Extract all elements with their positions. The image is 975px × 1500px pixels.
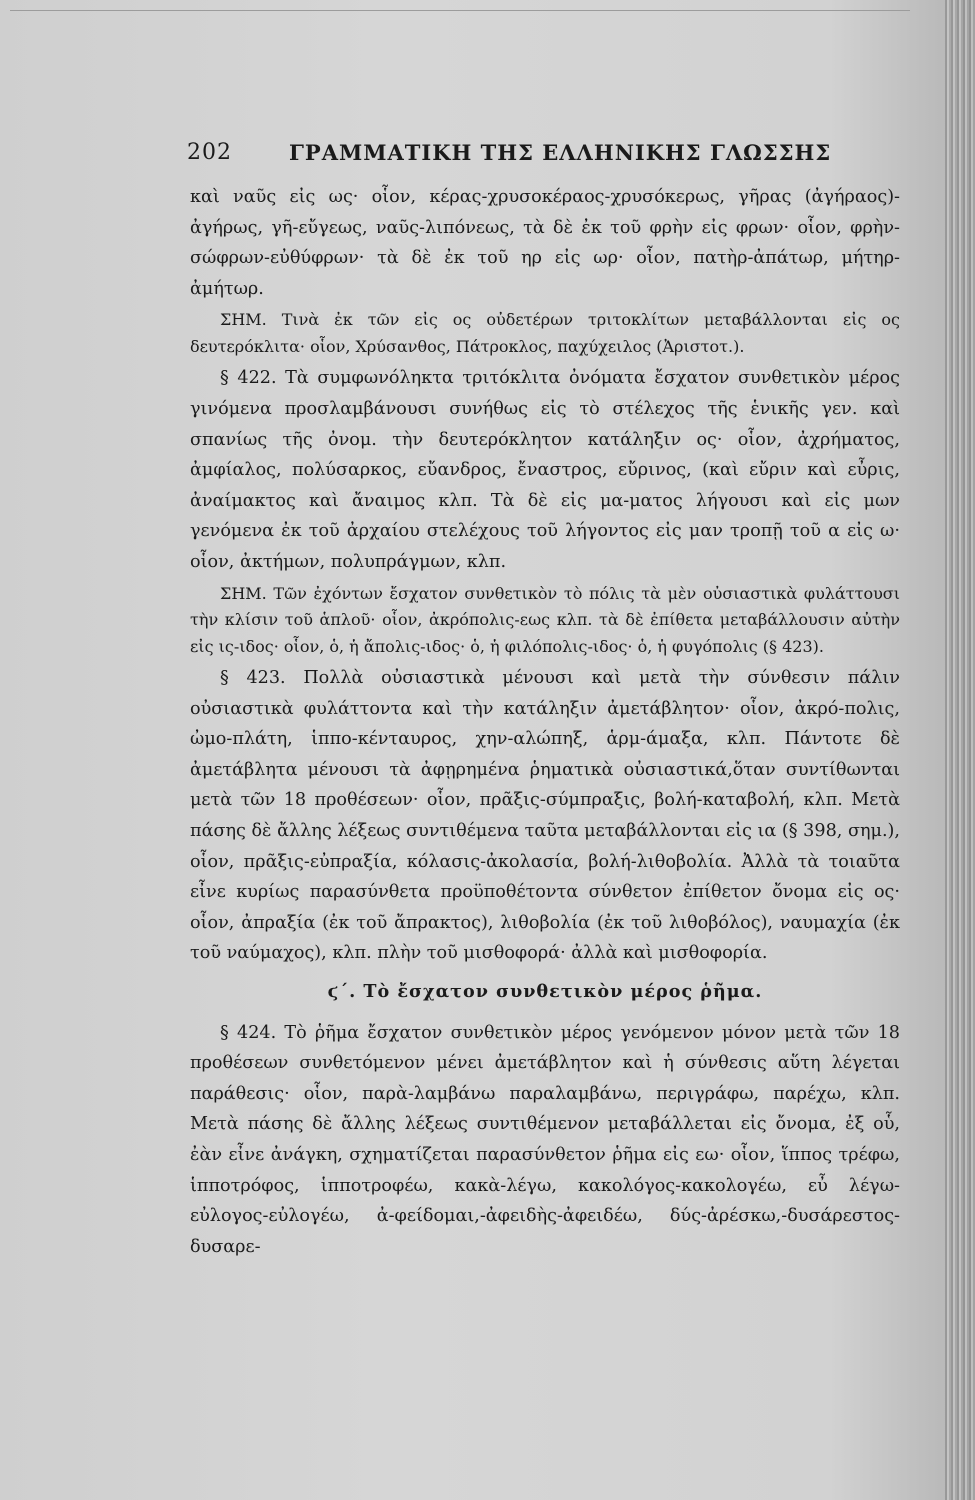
section-424-paragraph: § 424. Τὸ ῥῆμα ἔσχατον συνθετικὸν μέρος γενόμενον μόνον μετὰ τῶν 18 προθέσεων συνθετόμενον μένει ἀμετάβλητον καὶ ἡ σύνθεσις αὕτη λέγεται παράθεσις· οἷον, παρὰ-λαμβάνω παραλαμβάνω, περιγράφω, παρέχω, κλπ. Μετὰ πάσης δὲ ἄλλης λέξεως συντιθέμενον μεταβάλλεται εἰς ὄνομα, ἐξ οὗ, ἐὰν εἶνε ἀνάγκη, σχηματίζεται παρασύνθετον ῥῆμα εἰς εω· οἷον, ἵππος τρέφω, ἱπποτρόφος, ἱπποτροφέω, κακὰ-λέγω, κακολόγος-κακολογέω, εὖ λέγω-εὐλογος-εὐλογέω, ἀ-φείδομαι,-ἀφειδὴς-ἀφειδέω, δύς-ἀρέσκω,-δυσάρεστος-δυσαρε-	[190, 1022, 900, 1257]
page-number: 202	[187, 140, 232, 165]
section-423-paragraph: § 423. Πολλὰ οὐσιαστικὰ μένουσι καὶ μετὰ τὴν σύνθεσιν πάλιν οὐσιαστικὰ φυλάττοντα καὶ τὴν κατάληξιν ἀμετάβλητον· οἷον, ἀκρό-πολις, ὠμο-πλάτη, ἱππο-κένταυρος, χην-αλώπηξ, ἁρμ-άμαξα, κλπ. Πάντοτε δὲ ἀμετάβλητα μένουσι τὰ ἀφῃρημένα ῥηματικὰ οὐσιαστικά,ὅταν συντίθωνται μετὰ τῶν 18 προθέσεων· οἷον, πρᾶξις-σύμπραξις, βολή-καταβολή, κλπ. Μετὰ πάσης δὲ ἄλλης λέξεως συντιθέμενα ταῦτα μεταβάλλονται εἰς ια (§ 398, σημ.), οἷον, πρᾶξις-εὐπραξία, κόλασις-ἀκολασία, βολή-λιθοβολία. Ἀλλὰ τὰ τοιαῦτα εἶνε κυρίως παρασύνθετα προϋποθέτοντα σύνθετον ἐπίθετον ὄνομα εἰς ος· οἷον, ἀπραξία (ἐκ τοῦ ἄπρακτος), λιθοβολία (ἐκ τοῦ λιθοβόλος), ναυμαχία (ἐκ τοῦ ναύμαχος), κλπ. πλὴν τοῦ μισθοφορά· ἀλλὰ καὶ μισθοφορία.	[190, 668, 900, 964]
page-edge-line	[10, 10, 910, 11]
binding-edge	[945, 0, 975, 1500]
running-header	[187, 140, 907, 174]
section-422-paragraph: § 422. Τὰ συμφωνόληκτα τριτόκλιτα ὀνόματα ἔσχατον συνθετικὸν μέρος γινόμενα προσλαμβάνουσι συνήθως εἰς τὸ στέλεχος τῆς ἑνικῆς γεν. καὶ σπανίως τῆς ὀνομ. τὴν δευτερόκλητον κατάληξιν ος· οἷον, ἀχρήματος, ἀμφίαλος, πολύσαρκος, εὔανδρος, ἔναστρος, εὔρινος, (καὶ εὔριν καὶ εὖρις, ἀναίμακτος καὶ ἄναιμος κλπ. Τὰ δὲ εἰς μα-ματος λήγουσι καὶ εἰς μων γενόμενα ἐκ τοῦ ἀρχαίου στελέχους τοῦ λήγοντος εἰς μαν τροπῇ τοῦ α εἰς ω· οἷον, ἀκτήμων, πολυπράγμων, κλπ.	[190, 368, 900, 572]
section-heading: ϛ΄. Τὸ ἔσχατον συνθετικὸν μέρος ῥῆμα.	[327, 980, 763, 1002]
body-text	[190, 182, 900, 1262]
running-title: ΓΡΑΜΜΑΤΙΚΗ ΤΗΣ ΕΛΛΗΝΙΚΗΣ ΓΛΩΣΣΗΣ	[289, 140, 832, 165]
paragraph-continuation: καὶ ναῦς εἰς ως· οἷον, κέρας-χρυσοκέραος-χρυσόκερως, γῆρας (ἀγήραος)-ἀγήρως, γῆ-εὔγεως, ναῦς-λιπόνεως, τὰ δὲ ἐκ τοῦ φρὴν εἰς φρων· οἷον, φρὴν-σώφρων-εὐθύφρων· τὰ δὲ ἐκ τοῦ ηρ εἰς ωρ· οἷον, πατὴρ-ἀπάτωρ, μήτηρ-ἀμήτωρ.	[190, 187, 900, 299]
note-paragraph: ΣΗΜ. Τῶν ἐχόντων ἔσχατον συνθετικὸν τὸ πόλις τὰ μὲν οὐσιαστικὰ φυλάττουσι τὴν κλίσιν τοῦ ἁπλοῦ· οἷον, ἀκρόπολις-εως κλπ. τὰ δὲ ἐπίθετα μεταβάλλουσιν αὐτὴν εἰς ις-ιδος· οἷον, ὁ, ἡ ἄπολις-ιδος· ὁ, ἡ φιλόπολις-ιδος· ὁ, ἡ φυγόπολις (§ 423).	[190, 583, 900, 656]
note-paragraph: ΣΗΜ. Τινὰ ἐκ τῶν εἰς ος οὐδετέρων τριτοκλίτων μεταβάλλονται εἰς ος δευτερόκλιτα· οἷον, Χρύσανθος, Πάτροκλος, παχύχειλος (Ἀριστοτ.).	[190, 310, 900, 356]
